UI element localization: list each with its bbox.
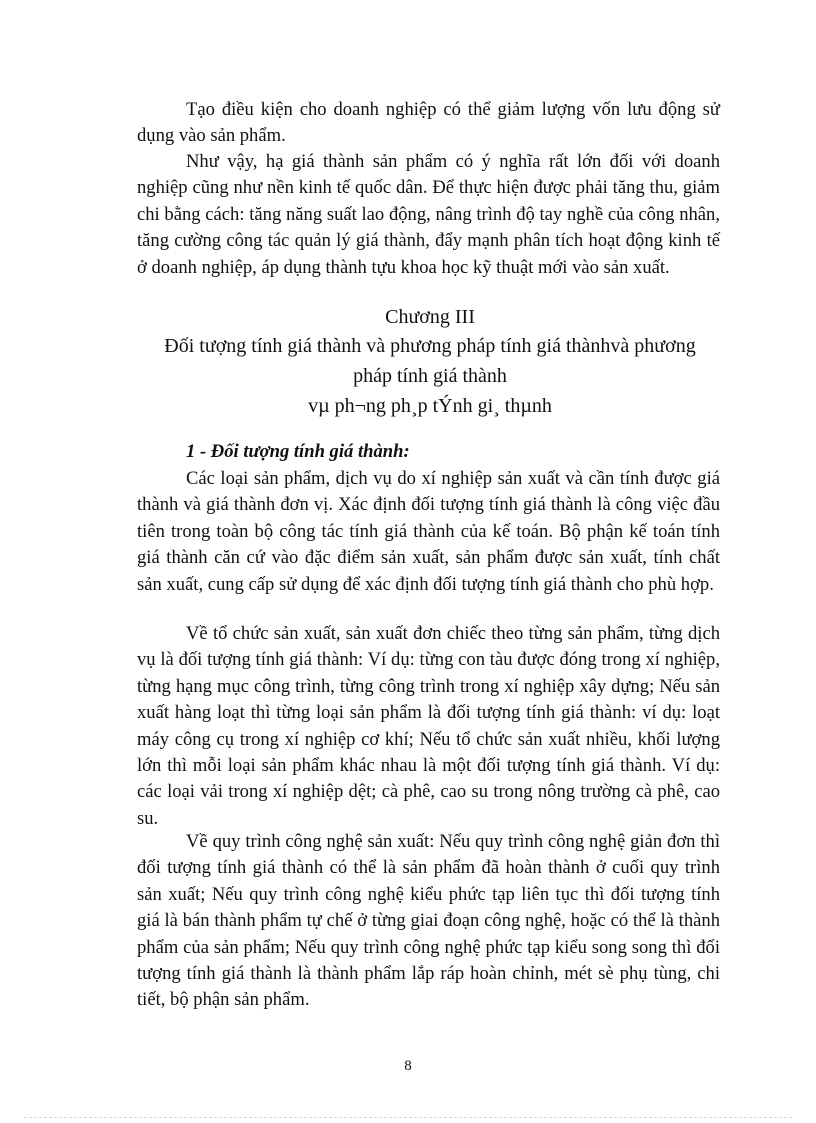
paragraph-intro-2: Như vậy, hạ giá thành sản phẩm có ý nghĩa rất lớn đối với doanh nghiệp cũng như nền kinh tế quốc dân. Để thực hiện được phải tăng thu, giảm chi bằng cách: tăng năng suất lao động, nâng trình độ tay nghề của công nhân, tăng cường công tác quản lý giá thành, đẩy mạnh phân tích hoạt động kinh tế ở doanh nghiệp, áp dụng thành tựu khoa học kỹ thuật mới vào sản xuất. — [137, 151, 720, 278]
page-number: 8 — [404, 1058, 412, 1074]
chapter-title-line-1: Đối tượng tính giá thành và phương pháp tính giá thànhvà phương — [164, 335, 696, 357]
section-heading: 1 - Đối tượng tính giá thành: — [186, 441, 410, 462]
chapter-title-line-2: pháp tính giá thành — [353, 365, 507, 387]
paragraph-intro-1: Tạo điều kiện cho doanh nghiệp có thể giảm lượng vốn lưu động sử dụng vào sản phẩm. — [137, 99, 720, 147]
chapter-title-line-3: vµ ph¬ng ph¸p tÝnh gi¸ thµnh — [308, 395, 552, 417]
chapter-label: Chương III — [385, 306, 475, 328]
section-paragraph-2: Về tổ chức sản xuất, sản xuất đơn chiếc theo từng sản phẩm, từng dịch vụ là đối tượng tính giá thành: Ví dụ: từng con tàu được đóng trong xí nghiệp, từng hạng mục công trình, từng công trình trong xí nghiệp xây dựng; Nếu sản xuất hàng loạt thì từng loại sản phẩm là đối tượng tính giá thành: ví dụ: loạt máy công cụ trong xí nghiệp cơ khí; Nếu tổ chức sản xuất nhiều, khối lượng lớn thì mỗi loại sản phẩm khác nhau là một đối tượng tính giá thành. Ví dụ: các loại vải trong xí nghiệp dệt; cà phê, cao su trong nông trường cà phê, cao su. — [137, 623, 720, 829]
footer-divider — [24, 1117, 792, 1118]
section-paragraph-3: Về quy trình công nghệ sản xuất: Nếu quy trình công nghệ giản đơn thì đối tượng tính giá thành có thể là sản phẩm đã hoàn thành ở cuối quy trình sản xuất; Nếu quy trình công nghệ kiểu phức tạp liên tục thì đối tượng tính giá là bán thành phẩm tự chế ở từng giai đoạn công nghệ, hoặc có thể là thành phẩm của sản phẩm; Nếu quy trình công nghệ phức tạp kiểu song song thì đối tượng tính giá thành là thành phẩm lắp ráp hoàn chỉnh, mét sè phụ tùng, chi tiết, bộ phận sản phẩm. — [137, 831, 720, 1011]
section-paragraph-1: Các loại sản phẩm, dịch vụ do xí nghiệp sản xuất và cần tính được giá thành và giá thành đơn vị. Xác định đối tượng tính giá thành là công việc đầu tiên trong toàn bộ công tác tính giá thành của kế toán. Bộ phận kế toán tính giá thành căn cứ vào đặc điểm sản xuất, sản phẩm được sản xuất, tính chất sản xuất, cung cấp sử dụng để xác định đối tượng tính giá thành cho phù hợp. — [137, 468, 720, 595]
